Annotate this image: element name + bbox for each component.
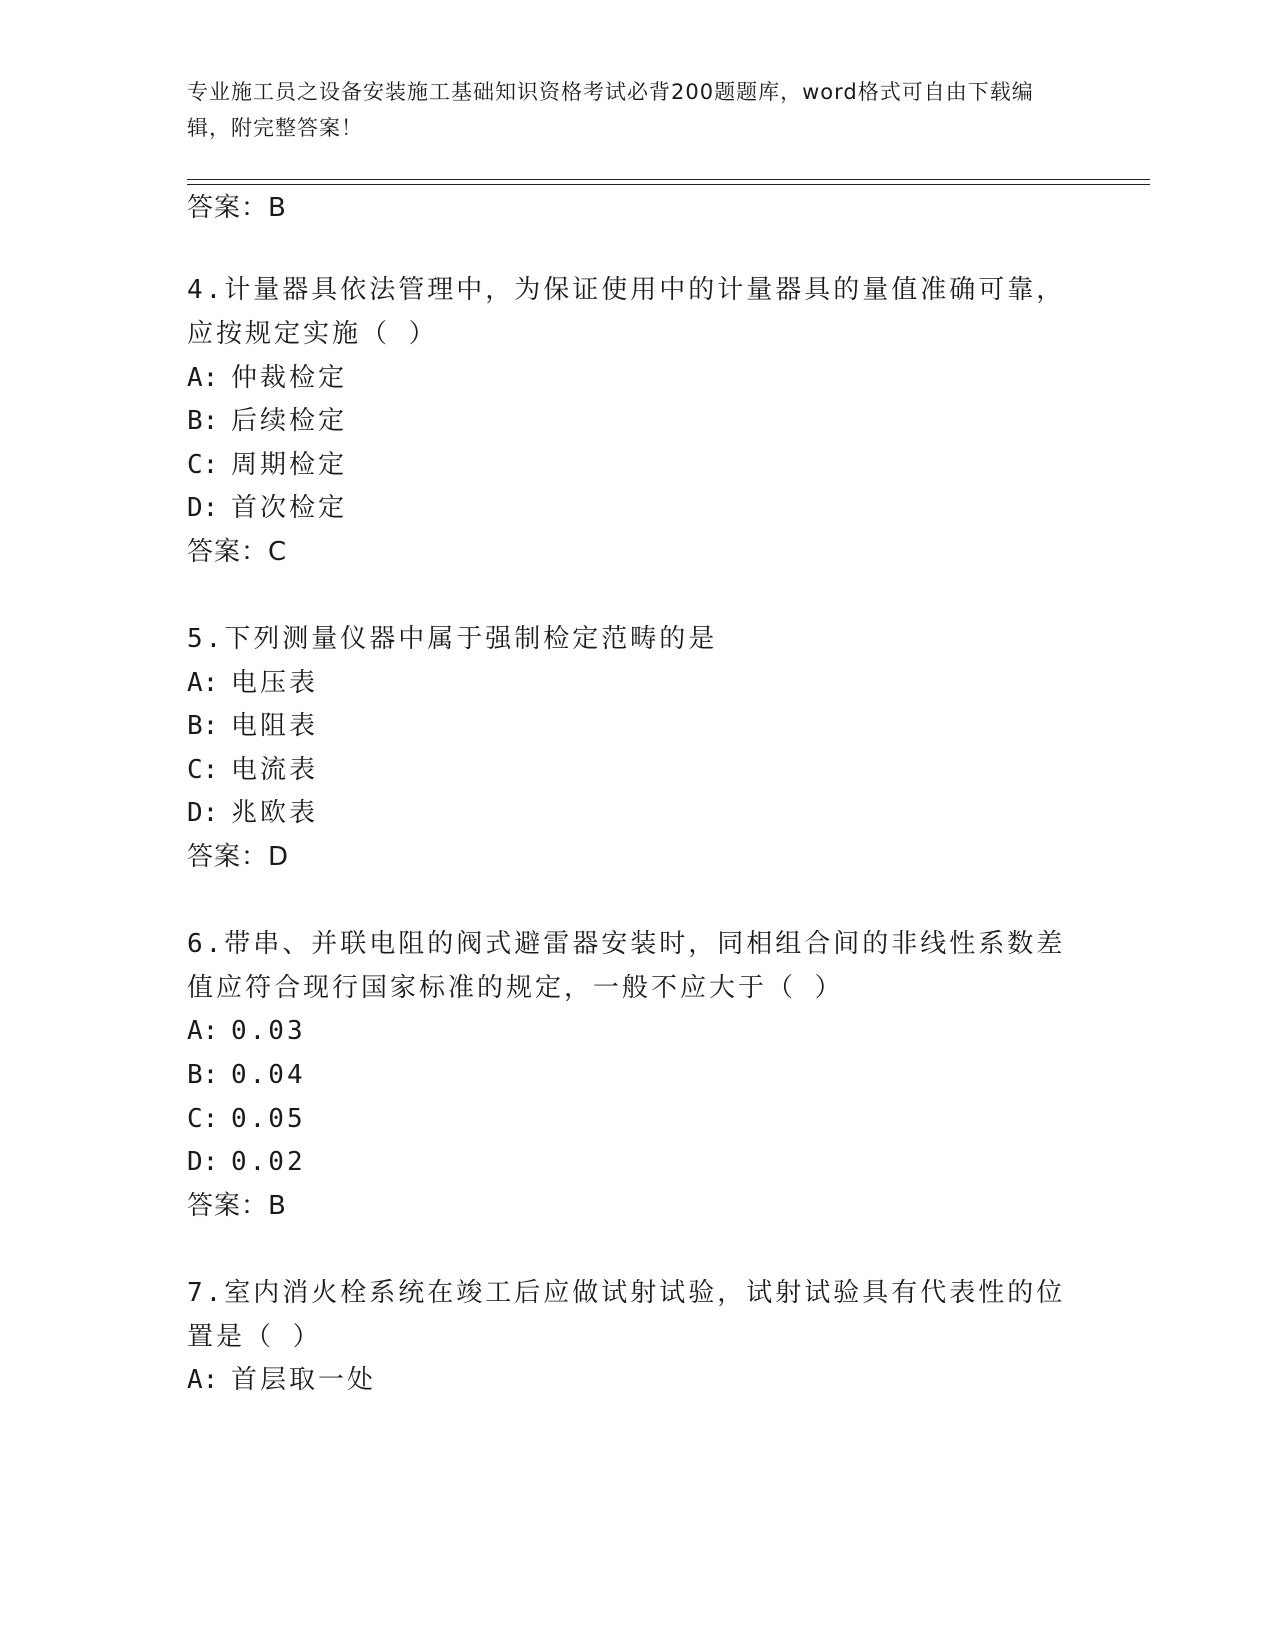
option-key: B: — [187, 711, 219, 741]
option-text: 电阻表 — [231, 711, 319, 741]
answer-line: 答案：B — [187, 1191, 287, 1221]
option-text: 周期检定 — [231, 450, 348, 480]
answer-line: 答案：C — [187, 537, 288, 567]
option-a — [187, 360, 347, 396]
question-stem-line: 应按规定实施（ ） — [187, 319, 438, 349]
option-c — [187, 1101, 306, 1137]
option-key: D: — [187, 493, 219, 523]
question-stem-line: 值应符合现行国家标准的规定，一般不应大于（ ） — [187, 973, 844, 1003]
option-key: C: — [187, 1104, 219, 1134]
option-a — [187, 1013, 306, 1049]
document-header — [187, 74, 1067, 146]
option-b — [187, 403, 347, 439]
question-stem-line: 置是（ ） — [187, 1322, 322, 1352]
option-d — [187, 490, 347, 526]
option-key: D: — [187, 798, 219, 828]
header-divider-top — [187, 179, 1150, 180]
option-text: 仲裁检定 — [231, 363, 348, 393]
option-b — [187, 1057, 306, 1093]
answer-line: 答案：D — [187, 842, 290, 872]
option-key: C: — [187, 755, 219, 785]
option-text: 0.02 — [231, 1147, 306, 1177]
answer-line: 答案：B — [187, 193, 287, 223]
header-text: 专业施工员之设备安装施工基础知识资格考试必背200题题库，word格式可自由下载编辑，附完整答案！ — [187, 80, 1034, 140]
option-text: 0.04 — [231, 1060, 306, 1090]
option-a — [187, 1362, 376, 1398]
option-key: D: — [187, 1147, 219, 1177]
option-d — [187, 1144, 306, 1180]
question-stem-line: 5.下列测量仪器中属于强制检定范畴的是 — [187, 624, 718, 654]
option-text: 后续检定 — [231, 406, 348, 436]
option-key: A: — [187, 363, 219, 393]
option-text: 电压表 — [231, 668, 319, 698]
header-divider-bottom — [187, 184, 1150, 185]
option-text: 兆欧表 — [231, 798, 319, 828]
option-text: 0.05 — [231, 1104, 306, 1134]
option-key: C: — [187, 450, 219, 480]
option-key: B: — [187, 1060, 219, 1090]
option-a — [187, 665, 318, 701]
option-text: 0.03 — [231, 1016, 306, 1046]
option-text: 首层取一处 — [231, 1365, 377, 1395]
option-c — [187, 447, 347, 483]
question-stem-line: 7.室内消火栓系统在竣工后应做试射试验，试射试验具有代表性的位 — [187, 1278, 1066, 1308]
option-text: 电流表 — [231, 755, 319, 785]
option-c — [187, 752, 318, 788]
option-b — [187, 708, 318, 744]
question-stem-line: 6.带串、并联电阻的阀式避雷器安装时，同相组合间的非线性系数差 — [187, 929, 1066, 959]
option-text: 首次检定 — [231, 493, 348, 523]
question-stem-line: 4.计量器具依法管理中，为保证使用中的计量器具的量值准确可靠， — [187, 275, 1066, 305]
option-key: A: — [187, 1016, 219, 1046]
option-key: B: — [187, 406, 219, 436]
option-key: A: — [187, 1365, 219, 1395]
option-d — [187, 795, 318, 831]
option-key: A: — [187, 668, 219, 698]
